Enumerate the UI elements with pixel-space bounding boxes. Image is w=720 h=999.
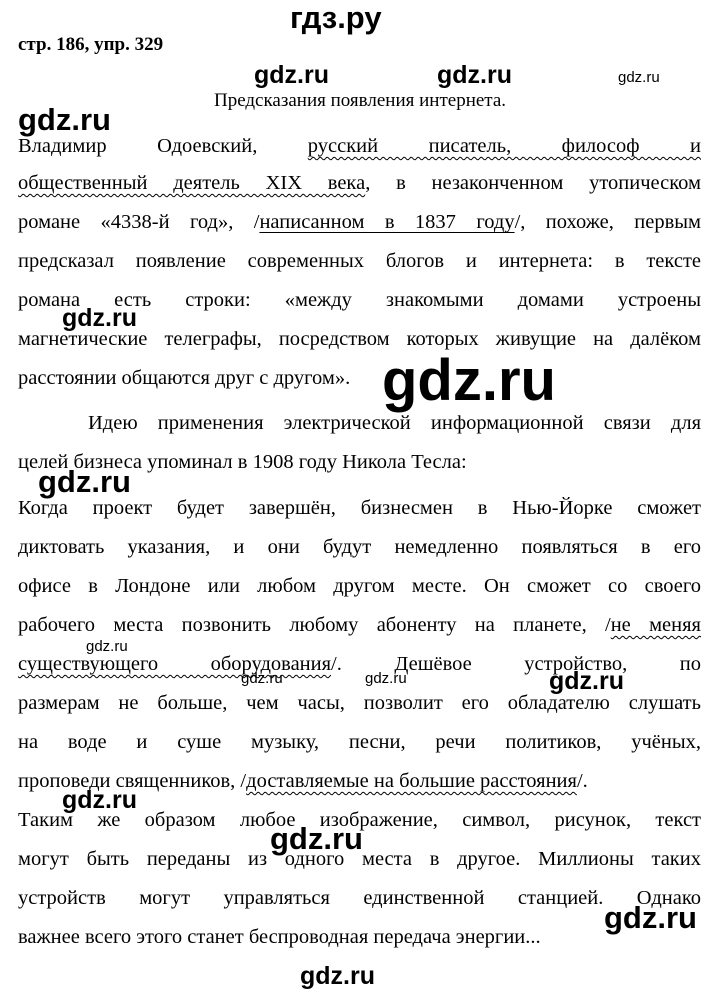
watermark: gdz.ru (86, 638, 128, 655)
text-line: Когда проект будет завершён, бизнесмен в Нью-Йорке сможет (18, 497, 701, 519)
watermark: gdz.ru (62, 304, 137, 332)
watermark: gdz.ru (270, 821, 363, 856)
text-fragment: романе «4338-й год», / (18, 211, 260, 233)
text-line: Таким же образом любое изображение, символ, рисунок, текст (18, 809, 701, 831)
text-fragment: рабочего места позвонить любому абоненту на планете, / (18, 614, 611, 636)
text-fragment: , в незаконченном утопическом (365, 172, 701, 194)
text-line (18, 173, 701, 194)
underlined-phrase: общественный деятель XIX века (18, 172, 366, 194)
text-line: расстоянии общаются друг с другом». (18, 367, 351, 389)
exercise-header: стр. 186, упр. 329 (18, 34, 164, 55)
text-fragment: /. Дешёвое устройство, по (331, 653, 701, 675)
text-line (18, 615, 701, 636)
underlined-phrase: доставляемые на большие расстояния (246, 770, 577, 792)
underlined-phrase: не меняя (610, 614, 701, 636)
watermark: gdz.ru (382, 348, 556, 413)
text-fragment: /. (576, 770, 588, 792)
text-fragment: /, похоже, первым (514, 211, 702, 233)
watermark: gdz.ru (604, 900, 697, 935)
text-line: офисе в Лондоне или любом другом месте. Он сможет со своего (18, 575, 701, 597)
underlined-phrase: русский писатель, философ и (307, 135, 701, 157)
text-line: могут быть переданы из одного места в другое. Миллионы таких (18, 848, 701, 870)
text-fragment: Владимир Одоевский, (18, 135, 308, 157)
text-line: Идею применения электрической информационной связи для (88, 412, 701, 434)
text-line (18, 212, 701, 233)
watermark: gdz.ru (300, 962, 375, 990)
text-line: предсказал появление современных блогов и интернета: в тексте (18, 250, 701, 272)
watermark: gdz.ru (437, 61, 512, 89)
text-line: романа есть строки: «между знакомыми домами устроены (18, 289, 701, 311)
text-line: целей бизнеса упоминал в 1908 году Никола Тесла: (18, 451, 467, 473)
text-line: на воде и суше музыку, песни, речи политиков, учёных, (18, 731, 701, 753)
watermark: gdz.ru (18, 102, 111, 137)
watermark: gdz.ru (38, 464, 131, 499)
watermark: gdz.ru (254, 61, 329, 89)
text-line: важнее всего этого станет беспроводная передача энергии... (18, 926, 541, 948)
text-line: размерам не больше, чем часы, позволит его обладателю слушать (18, 692, 701, 714)
text-fragment: проповеди священников, / (18, 770, 247, 792)
text-line: устройств могут управляться единственной станцией. Однако (18, 887, 701, 909)
watermark: гдз.ру (290, 0, 382, 35)
watermark: gdz.ru (365, 670, 407, 687)
underlined-phrase: существующего оборудования (18, 653, 332, 675)
watermark: gdz.ru (549, 667, 624, 695)
underlined-phrase: написанном в 1837 году (259, 211, 515, 233)
text-line: диктовать указания, и они будут немедленно появляться в его (18, 536, 701, 558)
watermark: gdz.ru (62, 786, 137, 814)
watermark: gdz.ru (618, 69, 660, 86)
watermark: gdz.ru (241, 670, 283, 687)
text-title: Предсказания появления интернета. (213, 90, 507, 111)
text-line (18, 136, 701, 157)
text-line: магнетические телеграфы, посредством которых живущие на далёком (18, 328, 701, 350)
